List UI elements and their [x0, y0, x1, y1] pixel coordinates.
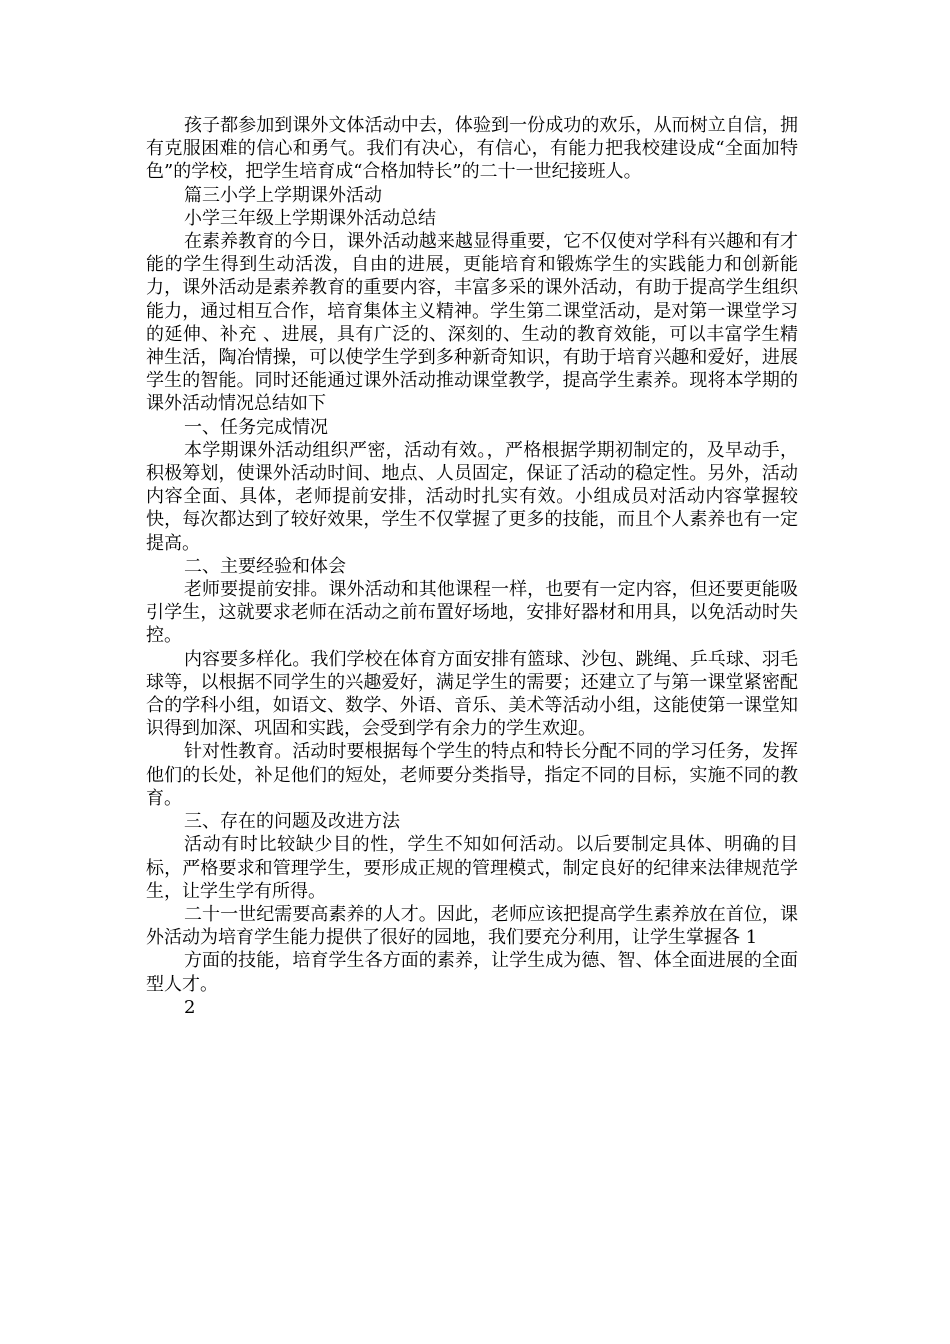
paragraph-diverse-content: 内容要多样化。我们学校在体育方面安排有篮球、沙包、跳绳、乒乓球、羽毛球等，以根据不同学生的兴趣爱好，满足学生的需要；还建立了与第一课堂紧密配合的学科小组，如语文、数学、外语、音乐、美术等活动小组，这能使第一课堂知识得到加深、巩固和实践，会受到学有余力的学生欢迎。	[146, 648, 798, 740]
document-title: 小学三年级上学期课外活动总结	[184, 207, 436, 229]
heading-task-completion: 一、任务完成情况	[184, 416, 328, 438]
document-page	[146, 114, 798, 1019]
heading-main-experience: 二、主要经验和体会	[184, 555, 346, 577]
paragraph-task-completion: 本学期课外活动组织严密，活动有效。，严格根据学期初制定的，及早动手，积极筹划，使课外活动时间、地点、人员固定，保证了活动的稳定性。另外，活动内容全面、具体，老师提前安排，活动时扎实有效。小组成员对活动内容掌握较快，每次都达到了较好效果，学生不仅掌握了更多的技能，而且个人素养也有一定提高。	[146, 439, 798, 554]
page-number: 2	[184, 996, 196, 1018]
heading-problems-improvements: 三、存在的问题及改进方法	[184, 811, 400, 833]
paragraph-intro-continuation: 孩子都参加到课外文体活动中去，体验到一份成功的欢乐，从而树立自信，拥有克服困难的信心和勇气。我们有决心，有信心，有能力把我校建设成“全面加特色”的学校，把学生培育成“合格加特长”的二十一世纪接班人。	[146, 115, 798, 183]
paragraph-problems: 活动有时比较缺少目的性，学生不知如何活动。以后要制定具体、明确的目标，严格要求和管理学生，要形成正规的管理模式，制定良好的纪律来法律规范学生，让学生学有所得。	[146, 834, 798, 902]
paragraph-advance-arrangement: 老师要提前安排。课外活动和其他课程一样，也要有一定内容，但还要更能吸引学生，这就要求老师在活动之前布置好场地，安排好器材和用具，以免活动时失控。	[146, 579, 798, 647]
paragraph-conclusion: 方面的技能，培育学生各方面的素养，让学生成为德、智、体全面进展的全面型人才。	[146, 950, 798, 995]
paragraph-introduction: 在素养教育的今日，课外活动越来越显得重要，它不仅使对学科有兴趣和有才能的学生得到生动活泼，自由的进展，更能培育和锻炼学生的实践能力和创新能力，课外活动是素养教育的重要内容，丰富多采的课外活动，有助于提高学生组织能力，通过相互合作，培育集体主义精神。学生第二课堂活动，是对第一课堂学习的延伸、补充 、进展，具有广泛的、深刻的、生动的教育效能，可以丰富学生精神生活，陶冶情操，可以使学生学到多种新奇知识，有助于培育兴趣和爱好，进展学生的智能。同时还能通过课外活动推动课堂教学，提高学生素养。现将本学期的课外活动情况总结如下	[146, 231, 798, 415]
paragraph-talent-needs: 二十一世纪需要高素养的人才。因此，老师应该把提高学生素养放在首位，课外活动为培育学生能力提供了很好的园地，我们要充分利用，让学生掌握各 1	[146, 903, 798, 949]
section-heading-part-three: 篇三小学上学期课外活动	[184, 184, 382, 206]
paragraph-targeted-education: 针对性教育。活动时要根据每个学生的特点和特长分配不同的学习任务，发挥他们的长处，补足他们的短处，老师要分类指导，指定不同的目标，实施不同的教育。	[146, 741, 798, 809]
